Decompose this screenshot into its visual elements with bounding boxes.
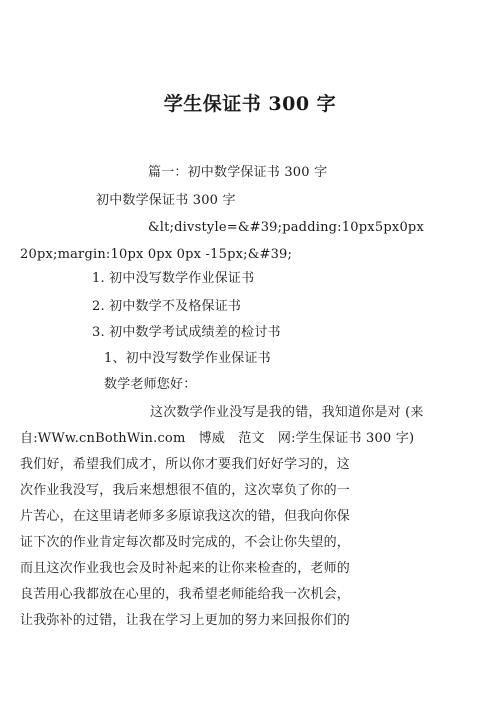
body-line: 证下次的作业肯定每次都及时完成的，不会让你失望的， (20, 535, 351, 550)
body-line: 次作业我没写，我后来想想很不值的，这次辜负了你的一 (20, 483, 351, 498)
document-title: 学生保证书 300 字 (163, 93, 337, 115)
sub-heading: 初中数学保证书 300 字 (96, 193, 236, 208)
greeting: 数学老师您好： (104, 377, 197, 392)
code-fragment: &lt;div (148, 220, 195, 235)
body-line: 自:WWw.cnBothWin.com 博威 范文 网:学生保证书 300 字) (20, 431, 415, 446)
section-heading: 篇一：初中数学保证书 300 字 (148, 165, 328, 180)
body-line: 这次数学作业没写是我的错，我知道你是对 (来 (150, 405, 424, 420)
body-line: 良苦用心我都放在心里的，我希望老师能给我一次机会， (20, 587, 351, 602)
code-line-1 (148, 219, 424, 237)
list-item: 2. 初中数学不及格保证书 (92, 299, 242, 314)
list-item: 1. 初中没写数学作业保证书 (92, 271, 255, 286)
list-item: 3. 初中数学考试成绩差的检讨书 (92, 325, 281, 340)
item-heading: 1、初中没写数学作业保证书 (104, 351, 271, 366)
code-fragment: 5px (374, 220, 400, 235)
body-line: 而且这次作业我也会及时补起来的让你来检查的，老师的 (20, 561, 351, 576)
code-line-2: 20px;margin:10px 0px 0px -15px;&#39; (20, 247, 293, 262)
body-line: 片苦心，在这里请老师多多原谅我这次的错，但我向你保 (20, 509, 351, 524)
code-fragment: 0px (399, 220, 424, 235)
code-fragment: style=&#39;padding:10px (194, 220, 375, 235)
body-line: 我们好，希望我们成才，所以你才要我们好好学习的，这 (20, 457, 351, 472)
body-line: 让我弥补的过错，让我在学习上更加的努力来回报你们的 (20, 613, 351, 628)
